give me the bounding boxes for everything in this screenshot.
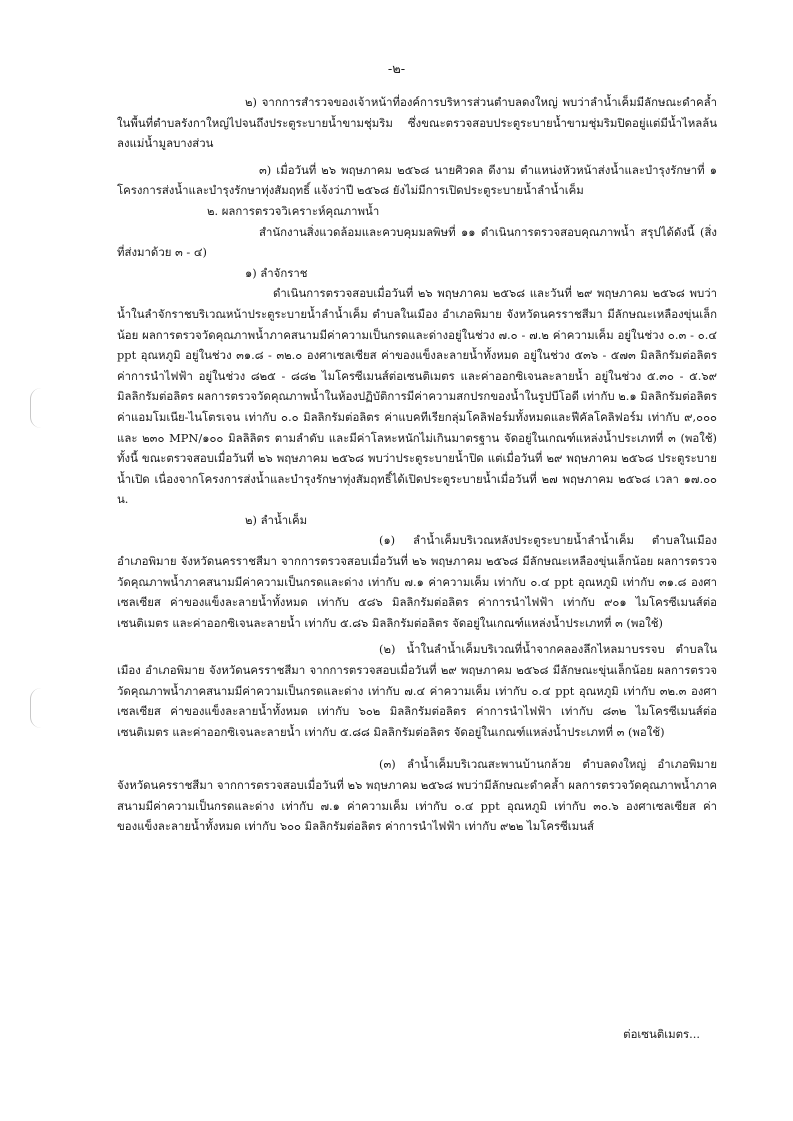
scan-hole-mark [30, 388, 41, 428]
subheading-lam-nam-khem: ๒) ลำน้ำเค็ม [245, 512, 308, 527]
document-body [117, 92, 717, 837]
paragraph-lam-nam-khem-3: (๓) ลำน้ำเค็มบริเวณสะพานบ้านกล้วย ตำบลดงใหญ่ อำเภอพิมาย จังหวัดนครราชสีมา จากการตรวจสอบเมื่อวันที่ ๒๖ พฤษภาคม ๒๕๖๘ พบว่ามีลักษณะดำคล้ำ ผลการตรวจวัดคุณภาพน้ำภาคสนามมีค่าความเป็นกรดและด่าง เท่ากับ ๗.๑ ค่าความเค็ม เท่ากับ ๐.๔ ppt อุณหภูมิ เท่ากับ ๓๐.๖ องศาเซลเซียส ค่าของแข็งละลายน้ำทั้งหมด เท่ากับ ๖๐๐ มิลลิกรัมต่อลิตร ค่าการนำไฟฟ้า เท่ากับ ๙๒๒ ไมโครซีเมนส์ [117, 757, 717, 834]
paragraph-lam-nam-khem-1: (๑) ลำน้ำเค็มบริเวณหลังประตูระบายน้ำลำน้ำเค็ม ตำบลในเมือง อำเภอพิมาย จังหวัดนครราชสีมา จากการตรวจสอบเมื่อวันที่ ๒๖ พฤษภาคม ๒๕๖๘ มีลักษณะเหลืองขุ่นเล็กน้อย ผลการตรวจวัดคุณภาพน้ำภาคสนามมีค่าความเป็นกรดและด่าง เท่ากับ ๗.๑ ค่าความเค็ม เท่ากับ ๐.๔ ppt อุณหภูมิ เท่ากับ ๓๑.๘ องศาเซลเซียส ค่าของแข็งละลายน้ำทั้งหมด เท่ากับ ๕๘๖ มิลลิกรัมต่อลิตร ค่าการนำไฟฟ้า เท่ากับ ๙๐๑ ไมโครซีเมนส์ต่อเซนติเมตร และค่าออกซิเจนละลายน้ำ เท่ากับ ๕.๘๖ มิลลิกรัมต่อลิตร จัดอยู่ในเกณฑ์แหล่งน้ำประเภทที่ ๓ (พอใช้) [117, 533, 717, 630]
paragraph-water-quality-summary: สำนักงานสิ่งแวดล้อมและควบคุมมลพิษที่ ๑๑ ดำเนินการตรวจสอบคุณภาพน้ำ สรุปได้ดังนี้ (สิ่งที่ส่งมาด้วย ๓ - ๔) [117, 224, 717, 260]
paragraph-lam-chakkarat-results: ดำเนินการตรวจสอบเมื่อวันที่ ๒๖ พฤษภาคม ๒๕๖๘ และวันที่ ๒๙ พฤษภาคม ๒๕๖๘ พบว่าน้ำในลำจักราชบริเวณหน้าประตูระบายน้ำลำน้ำเค็ม ตำบลในเมือง อำเภอพิมาย จังหวัดนครราชสีมา มีลักษณะเหลืองขุ่นเล็กน้อย ผลการตรวจวัดคุณภาพน้ำภาคสนามมีค่าความเป็นกรดและด่างอยู่ในช่วง ๗.๐ - ๗.๒ ค่าความเค็ม อยู่ในช่วง ๐.๓ - ๐.๔ ppt อุณหภูมิ อยู่ในช่วง ๓๑.๘ - ๓๒.๐ องศาเซลเซียส ค่าของแข็งละลายน้ำทั้งหมด อยู่ในช่วง ๕๓๖ - ๕๗๓ มิลลิกรัมต่อลิตร ค่าการนำไฟฟ้า อยู่ในช่วง ๘๒๕ - ๘๘๒ ไมโครซีเมนส์ต่อเซนติเมตร และค่าออกซิเจนละลายน้ำ อยู่ในช่วง ๕.๓๐ - ๕.๖๙ มิลลิกรัมต่อลิตร ผลการตรวจวัดคุณภาพน้ำในห้องปฏิบัติการมีค่าความสกปรกของน้ำในรูปบีโอดี เท่ากับ ๒.๑ มิลลิกรัมต่อลิตร ค่าแอมโมเนีย-ไนโตรเจน เท่ากับ ๐.๐ มิลลิกรัมต่อลิตร ค่าแบคทีเรียกลุ่มโคลิฟอร์มทั้งหมดและฟีคัลโคลิฟอร์ม เท่ากับ ๙,๐๐๐ และ ๒๓๐ MPN/๑๐๐ มิลลิลิตร ตามลำดับ และมีค่าโลหะหนักไม่เกินมาตรฐาน จัดอยู่ในเกณฑ์แหล่งน้ำประเภทที่ ๓ (พอใช้) ทั้งนี้ ขณะตรวจสอบเมื่อวันที่ ๒๖ พฤษภาคม ๒๕๖๘ พบว่าประตูระบายน้ำปิด แต่เมื่อวันที่ ๒๙ พฤษภาคม ๒๕๖๘ ประตูระบายน้ำเปิด เนื่องจากโครงการส่งน้ำและบำรุงรักษาทุ่งสัมฤทธิ์ได้เปิดประตูระบายน้ำเมื่อวันที่ ๒๗ พฤษภาคม ๒๕๖๘ เวลา ๑๗.๐๐ น. [117, 286, 717, 507]
section-heading-water-quality: ๒. ผลการตรวจวิเคราะห์คุณภาพน้ำ [207, 203, 380, 218]
paragraph-survey-dong-yai: ๒) จากการสำรวจของเจ้าหน้าที่องค์การบริหารส่วนตำบลดงใหญ่ พบว่าลำน้ำเค็มมีลักษณะดำคล้ำในพื้นที่ตำบลรังกาใหญ่ไปจนถึงประตูระบายน้ำขามชุ่มริม ซึ่งขณะตรวจสอบประตูระบายน้ำขามชุ่มริมปิดอยู่แต่มีน้ำไหลล้นลงแม่น้ำมูลบางส่วน [117, 95, 717, 151]
scan-hole-mark [30, 688, 41, 728]
paragraph-gate-status: ๓) เมื่อวันที่ ๒๖ พฤษภาคม ๒๕๖๘ นายศิวดล ดีงาม ตำแหน่งหัวหน้าส่งน้ำและบำรุงรักษาที่ ๑ โครงการส่งน้ำและบำรุงรักษาทุ่งสัมฤทธิ์ แจ้งว่าปี ๒๕๖๘ ยังไม่มีการเปิดประตูระบายน้ำลำน้ำเค็ม [117, 162, 717, 198]
continuation-marker: ต่อเซนติเมตร... [623, 1027, 700, 1041]
page-number: -๒- [387, 62, 406, 77]
paragraph-lam-nam-khem-2: (๒) น้ำในลำน้ำเค็มบริเวณที่น้ำจากคลองลึกไหลมาบรรจบ ตำบลในเมือง อำเภอพิมาย จังหวัดนครราชสีมา จากการตรวจสอบเมื่อวันที่ ๒๙ พฤษภาคม ๒๕๖๘ มีลักษณะขุ่นเล็กน้อย ผลการตรวจวัดคุณภาพน้ำภาคสนามมีค่าความเป็นกรดและด่าง เท่ากับ ๗.๔ ค่าความเค็ม เท่ากับ ๐.๔ ppt อุณหภูมิ เท่ากับ ๓๒.๓ องศาเซลเซียส ค่าของแข็งละลายน้ำทั้งหมด เท่ากับ ๖๐๒ มิลลิกรัมต่อลิตร ค่าการนำไฟฟ้า เท่ากับ ๘๓๒ ไมโครซีเมนส์ต่อเซนติเมตร และค่าออกซิเจนละลายน้ำ เท่ากับ ๕.๘๘ มิลลิกรัมต่อลิตร จัดอยู่ในเกณฑ์แหล่งน้ำประเภทที่ ๓ (พอใช้) [117, 642, 717, 739]
subheading-lam-chakkarat: ๑) ลำจักราช [245, 265, 308, 280]
